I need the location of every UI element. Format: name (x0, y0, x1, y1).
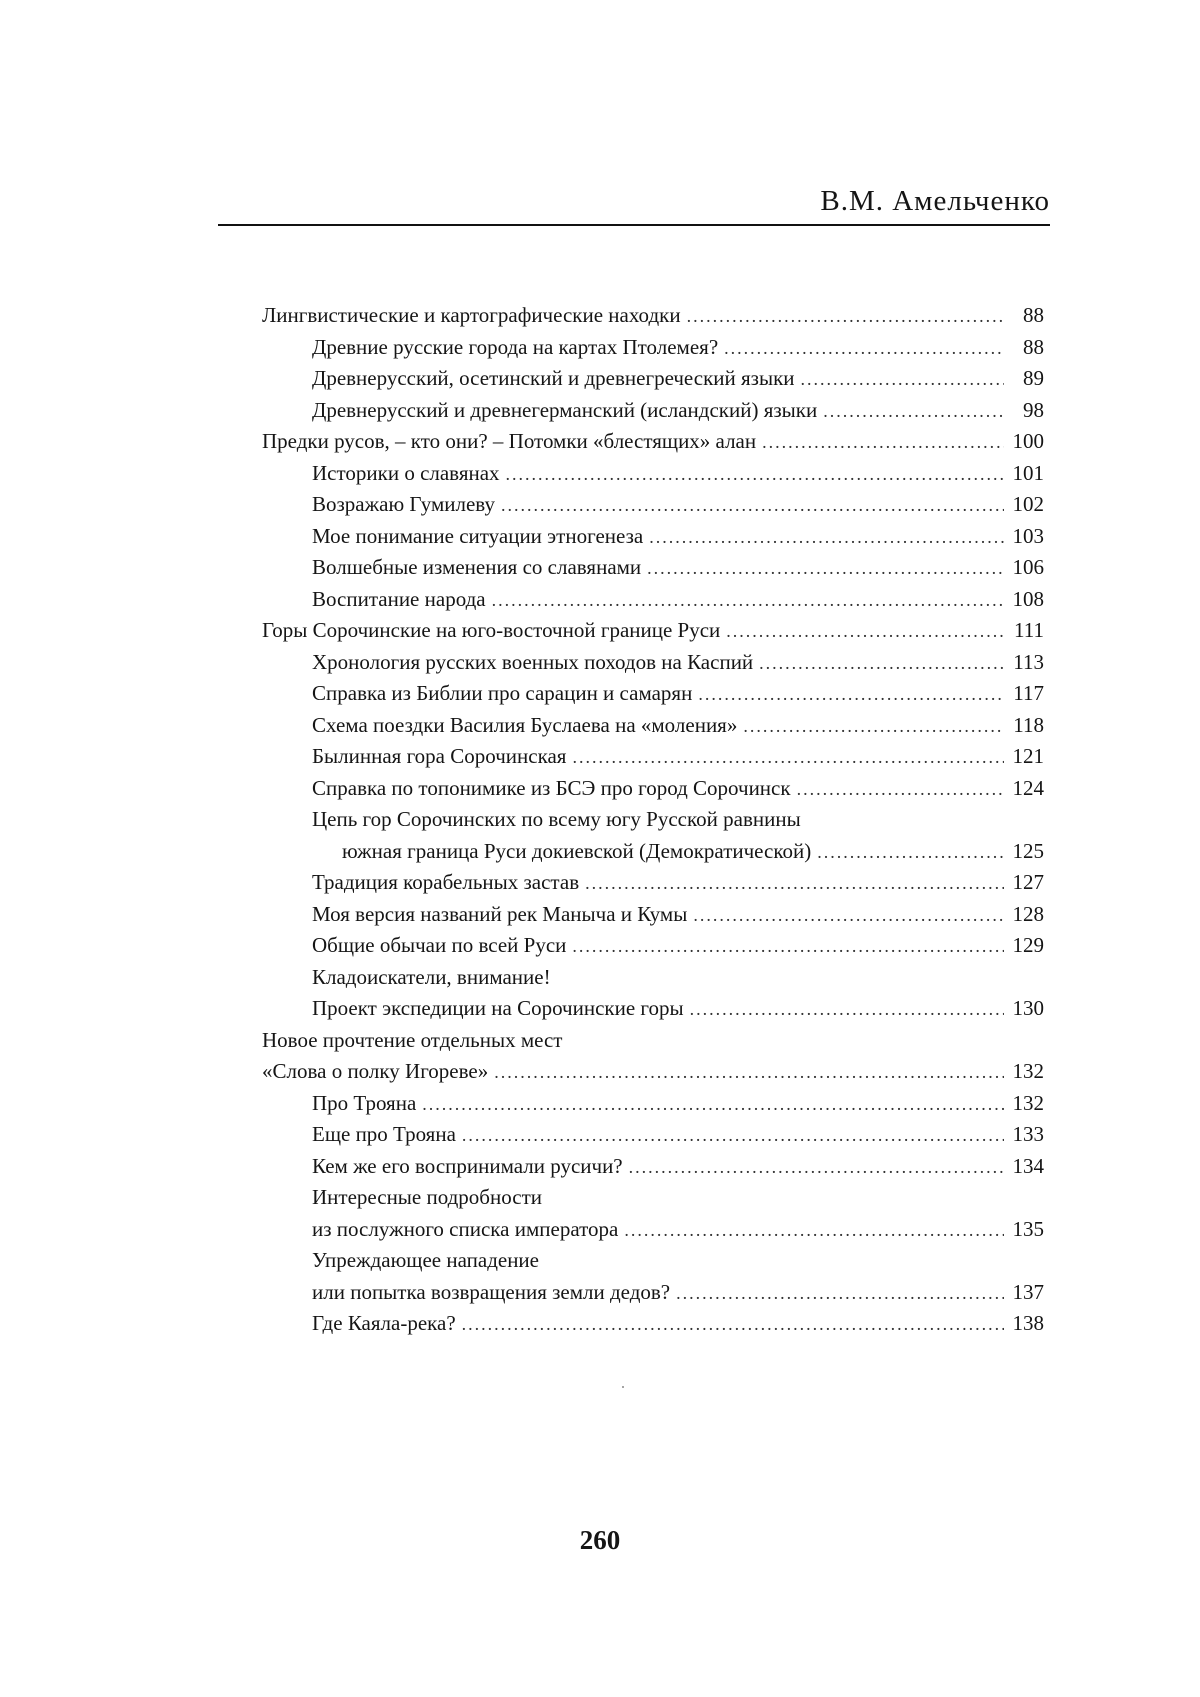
toc-entry-page: 88 (1023, 303, 1044, 327)
toc-entry-title: Былинная гора Сорочинская (312, 744, 567, 768)
header-author: В.М. Амельченко (820, 185, 1050, 217)
toc-entry (262, 584, 1044, 616)
toc-entry-title: Справка по топонимике из БСЭ про город Сорочинск (312, 775, 791, 800)
toc-entry-title: Древние русские города на картах Птолемея? (312, 334, 719, 359)
toc-entry-title: «Слова о полку Игореве» (262, 1059, 489, 1083)
toc-entry-page: 89 (1023, 366, 1044, 390)
toc-entry (262, 1056, 1044, 1088)
toc-leader-dots (817, 837, 1004, 869)
toc-entry-title: Интересные подробности (312, 1185, 542, 1209)
toc-leader-dots (759, 648, 1004, 680)
toc-leader-dots (649, 522, 1004, 554)
toc-entry-page: 133 (1012, 1122, 1044, 1146)
toc-entry-page: 111 (1014, 618, 1044, 642)
toc-entry-page: 134 (1012, 1153, 1044, 1178)
toc-leader-dots (687, 301, 1004, 333)
toc-leader-dots (693, 900, 1004, 932)
toc-leader-dots (801, 364, 1004, 396)
toc-entry-title: из послужного списка императора (312, 1216, 619, 1241)
toc-entry-title: Упреждающее нападение (312, 1248, 539, 1272)
toc-entry (262, 741, 1044, 773)
toc-entry-title: Где Каяла-река? (312, 1311, 456, 1335)
toc-entry-page: 101 (1012, 460, 1044, 485)
toc-leader-dots (724, 333, 1004, 365)
toc-entry-page: 130 (1012, 996, 1044, 1020)
toc-entry-page: 121 (1012, 744, 1044, 768)
toc-entry-page: 129 (1012, 933, 1044, 957)
toc-leader-dots (676, 1278, 1004, 1310)
toc-entry (262, 1088, 1044, 1120)
toc-entry-page: 102 (1012, 492, 1044, 516)
toc-leader-dots (624, 1215, 1004, 1247)
toc-entry-page: 118 (1013, 712, 1044, 737)
toc-leader-dots (572, 931, 1004, 963)
toc-entry (262, 458, 1044, 490)
toc-entry-page: 135 (1012, 1216, 1044, 1241)
toc-entry (262, 1277, 1044, 1309)
toc-entry (262, 395, 1044, 427)
toc-entry-title: Справка из Библии про сарацин и самарян (312, 681, 693, 705)
toc-entry-title: Возражаю Гумилеву (312, 492, 495, 516)
toc-entry-title: или попытка возвращения земли дедов? (312, 1279, 671, 1304)
toc-leader-dots (797, 774, 1004, 806)
toc-entry-page: 128 (1012, 901, 1044, 926)
toc-entry-page: 106 (1012, 555, 1044, 579)
toc-entry-title: Волшебные изменения со славянами (312, 555, 642, 579)
toc-entry (262, 363, 1044, 395)
toc-entry (262, 332, 1044, 364)
table-of-contents (262, 300, 1044, 1340)
toc-entry-page: 127 (1012, 870, 1044, 894)
print-speck (622, 1386, 624, 1388)
toc-entry (262, 993, 1044, 1025)
toc-entry-title: Про Трояна (312, 1090, 417, 1115)
toc-entry (262, 552, 1044, 584)
toc-leader-dots (494, 1057, 1004, 1089)
toc-leader-dots (647, 553, 1004, 585)
running-header (218, 184, 1050, 226)
toc-entry-title: Воспитание народа (312, 586, 486, 611)
toc-entry (262, 489, 1044, 521)
toc-entry (262, 1025, 1044, 1057)
toc-entry (262, 804, 1044, 836)
toc-entry-title: Кем же его воспринимали русичи? (312, 1153, 623, 1178)
toc-entry-page: 138 (1012, 1311, 1044, 1335)
toc-entry (262, 1308, 1044, 1340)
toc-entry-title: Предки русов, – кто они? – Потомки «блестящих» алан (262, 429, 757, 453)
toc-entry-title: Еще про Трояна (312, 1122, 456, 1146)
toc-entry-page: 124 (1012, 775, 1044, 800)
toc-entry-page: 137 (1012, 1279, 1044, 1304)
toc-entry (262, 615, 1044, 647)
toc-entry (262, 426, 1044, 458)
toc-leader-dots (501, 490, 1004, 522)
toc-leader-dots (506, 459, 1004, 491)
toc-entry (262, 899, 1044, 931)
toc-entry-title: Общие обычаи по всей Руси (312, 933, 567, 957)
toc-leader-dots (823, 396, 1004, 428)
toc-leader-dots (762, 427, 1004, 459)
toc-entry-title: Древнерусский, осетинский и древнегреческий языки (312, 366, 795, 390)
toc-entry-title: Историки о славянах (312, 460, 500, 485)
toc-leader-dots (462, 1309, 1004, 1341)
toc-entry (262, 1182, 1044, 1214)
toc-leader-dots (743, 711, 1004, 743)
toc-entry-title: Моя версия названий рек Маныча и Кумы (312, 901, 688, 926)
toc-entry-title: Хронология русских военных походов на Каспий (312, 649, 754, 674)
toc-entry-page: 113 (1013, 649, 1044, 674)
toc-entry-page: 132 (1012, 1090, 1044, 1115)
toc-leader-dots (492, 585, 1004, 617)
toc-entry-title: южная граница Руси докиевской (Демократической) (342, 838, 812, 863)
toc-entry-page: 108 (1012, 586, 1044, 611)
toc-entry-title: Схема поездки Василия Буслаева на «моления» (312, 712, 738, 737)
toc-entry-title: Горы Сорочинские на юго-восточной границе Руси (262, 618, 721, 642)
toc-entry (262, 930, 1044, 962)
toc-leader-dots (690, 994, 1004, 1026)
toc-entry (262, 647, 1044, 679)
toc-entry (262, 1151, 1044, 1183)
toc-entry-title: Древнерусский и древнегерманский (исландский) языки (312, 397, 818, 422)
toc-entry (262, 1214, 1044, 1246)
toc-entry-title: Кладоискатели, внимание! (312, 964, 551, 989)
toc-entry-page: 100 (1012, 429, 1044, 453)
toc-entry-title: Традиция корабельных застав (312, 870, 580, 894)
toc-leader-dots (462, 1120, 1004, 1152)
toc-entry (262, 1119, 1044, 1151)
toc-entry-page: 132 (1012, 1059, 1044, 1083)
page-number: 260 (579, 1525, 621, 1555)
toc-entry-page: 103 (1012, 523, 1044, 548)
toc-entry-page: 98 (1023, 397, 1044, 422)
toc-entry (262, 962, 1044, 994)
toc-entry (262, 836, 1044, 868)
toc-entry-page: 125 (1012, 838, 1044, 863)
toc-entry-title: Цепь гор Сорочинских по всему югу Русской равнины (312, 807, 801, 831)
toc-entry-title: Новое прочтение отдельных мест (262, 1027, 563, 1052)
toc-entry-page: 88 (1023, 334, 1044, 359)
toc-entry-title: Мое понимание ситуации этногенеза (312, 523, 644, 548)
toc-leader-dots (572, 742, 1004, 774)
toc-leader-dots (422, 1089, 1004, 1121)
toc-leader-dots (629, 1152, 1004, 1184)
toc-entry (262, 710, 1044, 742)
toc-leader-dots (698, 679, 1004, 711)
toc-entry-title: Проект экспедиции на Сорочинские горы (312, 996, 684, 1020)
toc-leader-dots (726, 616, 1004, 648)
toc-entry (262, 773, 1044, 805)
toc-entry (262, 300, 1044, 332)
toc-leader-dots (585, 868, 1004, 900)
toc-entry (262, 867, 1044, 899)
toc-entry (262, 521, 1044, 553)
toc-entry-title: Лингвистические и картографические находки (262, 303, 681, 327)
toc-entry (262, 678, 1044, 710)
toc-entry (262, 1245, 1044, 1277)
toc-entry-page: 117 (1013, 681, 1044, 705)
